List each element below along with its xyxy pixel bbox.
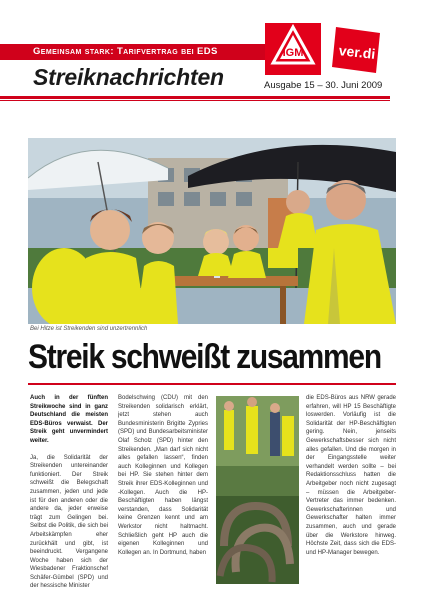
- ig-metall-logo: [265, 23, 321, 75]
- paper-title: Streiknachrichten: [33, 64, 224, 90]
- horseshoe-photo: [216, 396, 299, 584]
- article-headline: Streik schweißt zusammen: [28, 338, 381, 376]
- verdi-logo-graphic: [330, 23, 382, 75]
- article-text-3: die EDS-Büros aus NRW gerade erfahren, will HP 15 Beschäftigte loswerden. Vorläufig ist die Solidarität der HP-Beschäftigten gering. Nein, jenseits Gewerkschaftsbesser sich nicht alles gefallen. Und die morgen in der Eingangsstelle weiter verhandelt werden sollte – bei Redaktionsschluss hatten die Arbeitgeber noch nicht zugesagt – müssen die Arbeitgeber-Vertreter das immer bedenken. Gewerkschafterinnen und Gewerkschafter halten immer zusammen, auch und gerade über die Werkstore hinweg. Höchste Zeit, dass sich die EDS- und HP-Manager bewegen.: [306, 395, 396, 556]
- svg-text:IGM: IGM: [282, 47, 304, 59]
- masthead-rule: [0, 96, 390, 99]
- article-column-2: [118, 394, 208, 594]
- article-text-1: Ja, die Solidarität der Streikenden untereinander funktioniert. Der Streik schweißt die Belegschaft zusammen, jeden und jede ist für den anderen oder die andere da, jeder erweise trägt zum Gelingen bei. Selbst die Politik, die sich bei Arbeitskämpfen eher zurückhält und gibt, ist beeindruckt. Vergangene Woche haben sich der Wiesbadener Fraktionschef Schäfer-Gümbel (SPD) und der hessische Minister: [30, 454, 108, 590]
- article-text-2: Bodelschwing (CDU) mit den Streikenden solidarisch erklärt, jetzt stehen auch Bundesministerin Brigitte Zypries (SPD) und Bundesarbeitsminister Olaf Scholz (SPD) hinter den Streikenden. „Man darf sich nicht alles gefallen lassen“, finden auch Kolleginnen und Kollegen bei HP. Sie stehen hinter dem Streik ihrer EDS-Kolleginnen und -Kollegen. Auch die HP-Beschäftigten haben längst verstanden, dass Solidarität keine Grenzen kennt und am Werkstor nicht haltmacht. Schließlich geht HP auch die eigenen Kolleginnen und Kollegen an. In Dortmund, haben: [118, 395, 208, 556]
- slogan-text: Gemeinsam stark: Tarifvertrag bei EDS: [33, 46, 218, 57]
- masthead-rule-thin: [0, 100, 390, 101]
- strike-photo-graphic: [28, 138, 396, 324]
- edition-line: Ausgabe 15 – 30. Juni 2009: [264, 80, 383, 91]
- article-column-3: [306, 394, 396, 594]
- headline-rule: [28, 383, 396, 385]
- svg-text:ver.di: ver.di: [338, 42, 377, 62]
- article-lead: Auch in der fünften Streikwoche sind in ganz Deutschland die meisten EDS-Büros verwaist. Der Streik geht unvermindert weiter.: [30, 395, 108, 444]
- horseshoe-photo-graphic: [216, 396, 299, 584]
- verdi-logo: [330, 23, 382, 75]
- strike-photo: [28, 138, 396, 324]
- masthead: [0, 0, 424, 122]
- photo-caption: Bei Hitze ist Streikenden sind unzertrennlich: [30, 326, 148, 332]
- ig-metall-logo-graphic: [265, 23, 321, 75]
- article-column-1: [30, 394, 108, 594]
